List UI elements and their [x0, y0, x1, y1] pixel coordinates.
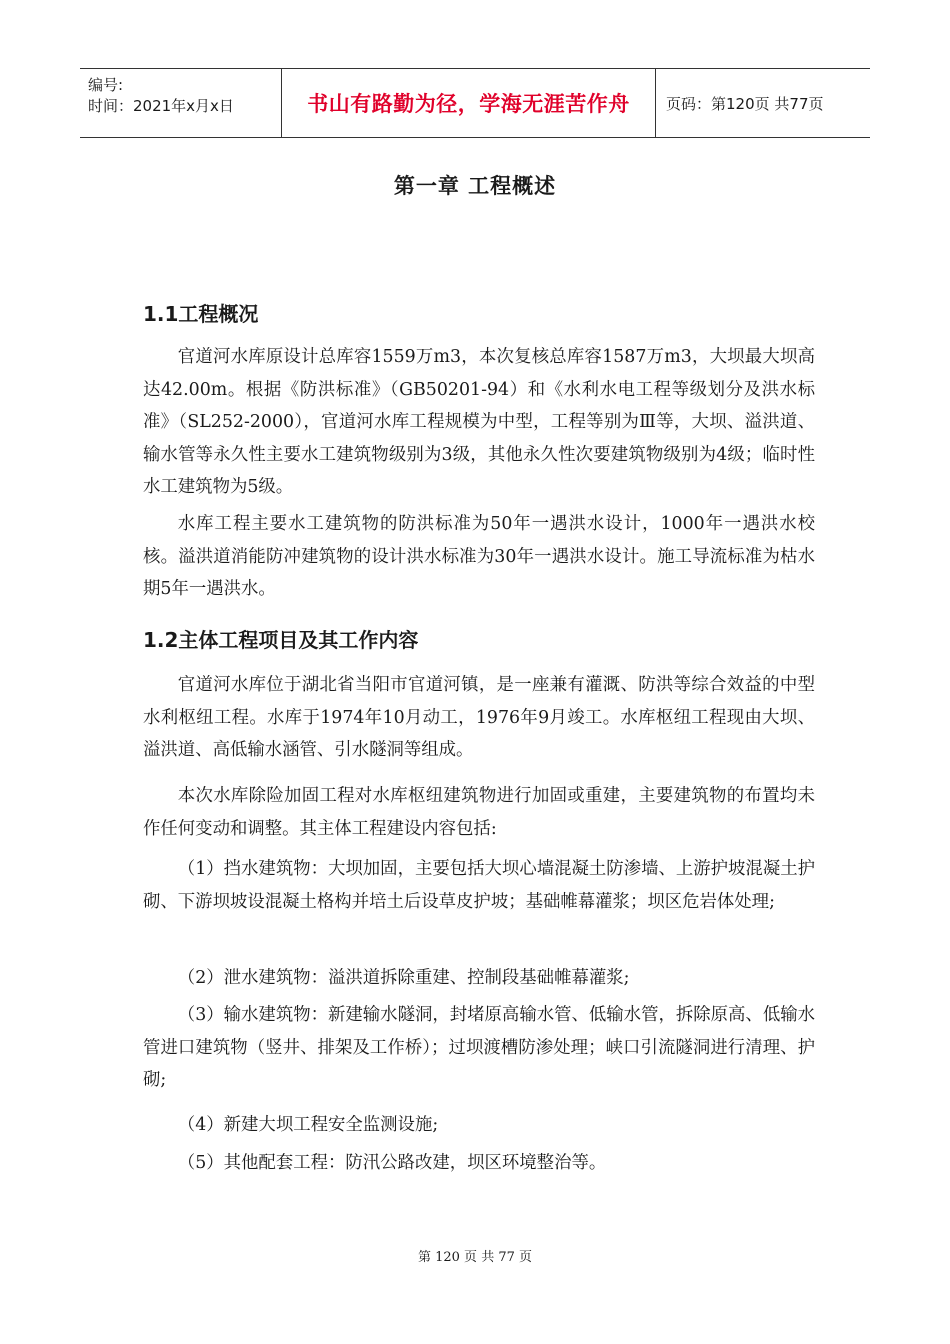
document-time-label: 时间：2021年x月x日 [88, 97, 234, 115]
paragraph: 官道河水库原设计总库容1559万m3，本次复核总库容1587万m3，大坝最大坝高达42.00m。根据《防洪标准》（GB50201-94）和《水利水电工程等级划分及洪水标准》（SL252-2000），官道河水库工程规模为中型，工程等别为Ⅲ等，大坝、溢洪道、输水管等永久性主要水工建筑物级别为3级，其他永久性次要建筑物级别为4级；临时性水工建筑物为5级。 [143, 347, 815, 497]
list-item: （4）新建大坝工程安全监测设施; [177, 1115, 439, 1135]
header-motto: 书山有路勤为径，学海无涯苦作舟 [282, 69, 656, 137]
list-item: （2）泄水建筑物：溢洪道拆除重建、控制段基础帷幕灌浆; [177, 968, 630, 988]
page-footer: 第 120 页 共 77 页 [417, 1250, 533, 1265]
paragraph: 水库工程主要水工建筑物的防洪标准为50年一遇洪水设计，1000年一遇洪水校核。溢洪道消能防冲建筑物的设计洪水标准为30年一遇洪水设计。施工导流标准为枯水期5年一遇洪水。 [143, 514, 815, 599]
header-page-label: 页码：第120页 共77页 [666, 94, 824, 113]
list-item: （1）挡水建筑物：大坝加固，主要包括大坝心墙混凝土防渗墙、上游护坡混凝土护砌、下游坝坡设混凝土格构并培土后设草皮护坡；基础帷幕灌浆；坝区危岩体处理; [143, 859, 815, 912]
document-number-label: 编号: [88, 76, 124, 94]
page-header [80, 68, 870, 138]
header-meta [80, 69, 282, 137]
paragraph: 官道河水库位于湖北省当阳市官道河镇，是一座兼有灌溉、防洪等综合效益的中型水利枢纽工程。水库于1974年10月动工，1976年9月竣工。水库枢纽工程现由大坝、溢洪道、高低输水涵管、引水隧洞等组成。 [143, 675, 815, 760]
section-title-1-2: 1.2主体工程项目及其工作内容 [143, 628, 419, 652]
chapter-title: 第一章 工程概述 [393, 174, 557, 198]
section-title-1-1: 1.1工程概况 [143, 302, 259, 326]
list-item: （3）输水建筑物：新建输水隧洞，封堵原高输水管、低输水管，拆除原高、低输水管进口建筑物（竖井、排架及工作桥）；过坝渡槽防渗处理；峡口引流隧洞进行清理、护砌; [143, 1005, 815, 1090]
list-item: （5）其他配套工程：防汛公路改建，坝区环境整治等。 [177, 1153, 607, 1173]
paragraph: 本次水库除险加固工程对水库枢纽建筑物进行加固或重建，主要建筑物的布置均未作任何变动和调整。其主体工程建设内容包括: [143, 786, 815, 839]
